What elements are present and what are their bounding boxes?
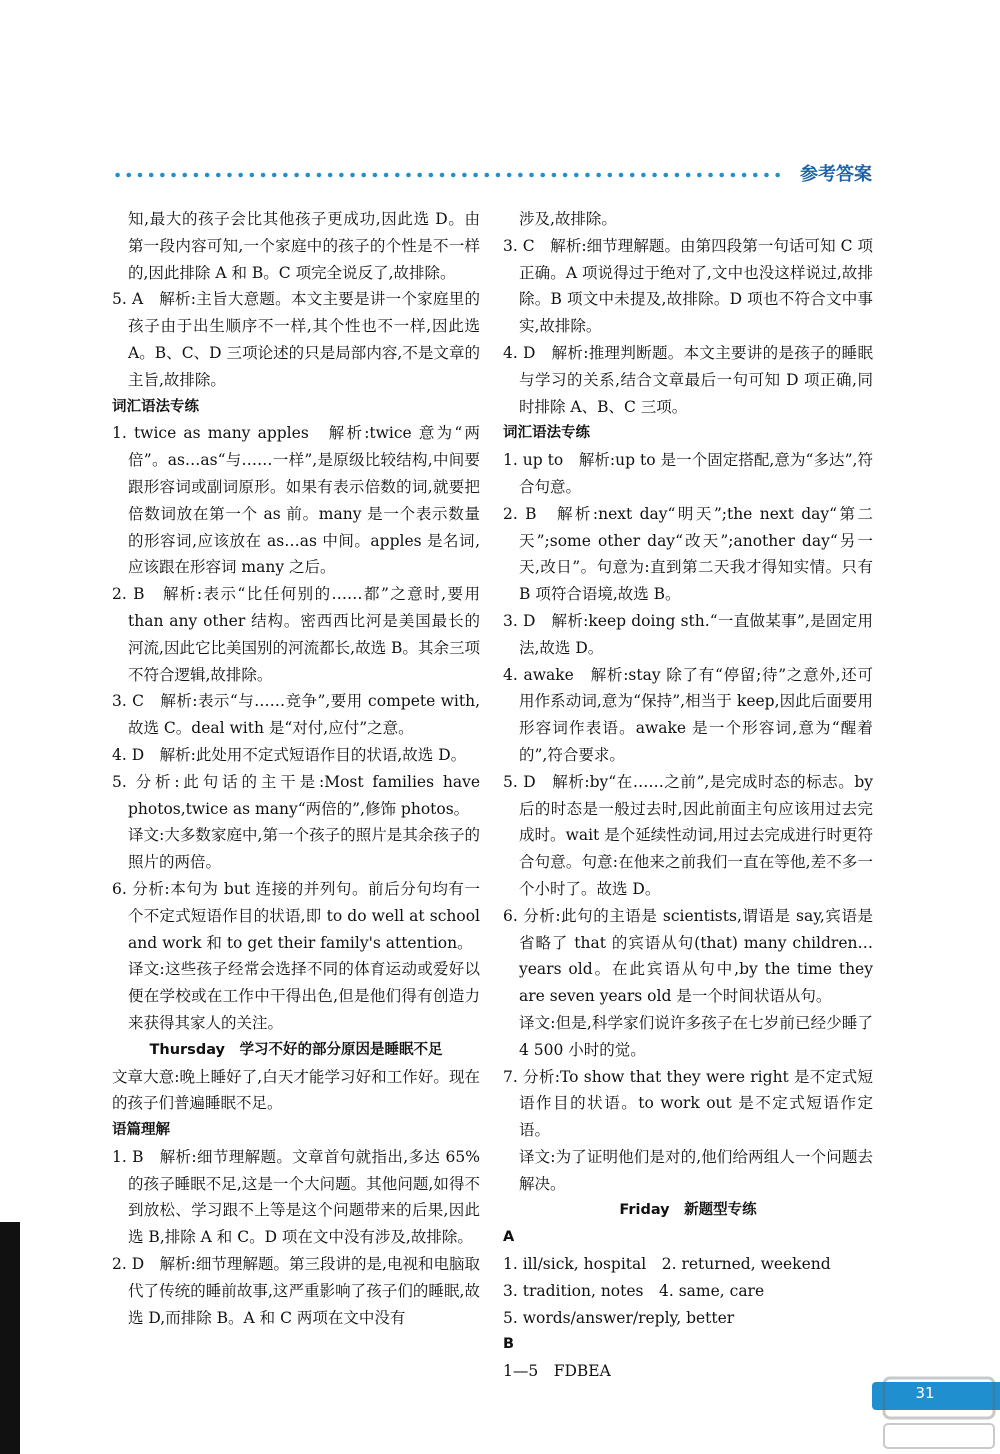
text-block: 语篇理解 — [112, 1122, 170, 1139]
text-block: Friday 新题型专练 — [619, 1202, 757, 1219]
text-block: 4. D 解析:推理判断题。本文主要讲的是孩子的睡眠与学习的关系,结合文章最后一句可知 D 项正确,同时排除 A、B、C 三项。 — [503, 343, 873, 416]
text-block: 4. D 解析:此处用不定式短语作目的状语,故选 D。 — [112, 745, 467, 764]
text-block: 5. D 解析:by“在……之前”,是完成时态的标志。by 后的时态是一般过去时,因此前面主句应该用过去完成时。wait 是个延续性动词,用过去完成进行时更符合句意。句意:在他来之前我们一直在等他,差不多一个小时了。故选 D。 — [503, 772, 873, 898]
text-block: 2. D 解析:细节理解题。第三段讲的是,电视和电脑取代了传统的睡前故事,这严重影响了孩子们的睡眠,故选 D,而排除 B。A 和 C 两项在文中没有 — [112, 1255, 480, 1327]
text-block: 3. D 解析:keep doing sth.“一直做某事”,是固定用法,故选 D。 — [503, 611, 873, 657]
text-block: 5. A 解析:主旨大意题。本文主要是讲一个家庭里的孩子由于出生顺序不一样,其个性也不一样,因此选 A。B、C、D 三项论述的只是局部内容,不是文章的主旨,故排除。 — [112, 290, 480, 389]
right-column — [503, 206, 873, 1385]
watermark-logo — [880, 1372, 998, 1452]
page-header-title: 参考答案 — [800, 164, 872, 185]
text-block: 2. B 解析:表示“比任何别的……都”之意时,要用 than any other 结构。密西西比河是美国最长的河流,因此它比美国别的河流都长,故选 B。其余三项不符合逻辑,故排除。 — [112, 585, 480, 684]
text-block: 译文:这些孩子经常会选择不同的体育运动或爱好以便在学校或在工作中干得出色,但是他们得有创造力来获得其家人的关注。 — [128, 960, 480, 1032]
text-block: 1. up to 解析:up to 是一个固定搭配,意为“多达”,符合句意。 — [503, 451, 873, 496]
text-block: 译文:但是,科学家们说许多孩子在七岁前已经少睡了 4 500 小时的觉。 — [519, 1013, 873, 1059]
text-block: 1. twice as many apples 解析:twice 意为“两倍”。as…as“与……一样”,是原级比较结构,中间要跟形容词或副词原形。如果有表示倍数的词,就要把倍数词放在第一个 as 前。many 是一个表示数量的形容词,应该放在 as…as 中间。apples 是名词,应该跟在形容词 many 之后。 — [112, 424, 480, 577]
text-block: A — [503, 1229, 515, 1246]
text-block: 6. 分析:本句为 but 连接的并列句。前后分句均有一个不定式短语作目的状语,即 to do well at school and work 和 to get their family's attention。 — [112, 879, 480, 952]
text-block: 4. awake 解析:stay 除了有“停留;待”之意外,还可用作系动词,意为“保持”,相当于 keep,因此后面要用形容词作表语。awake 是一个形容词,意为“醒着的”,符合要求。 — [503, 665, 873, 764]
left-column — [112, 206, 480, 1331]
text-block: 词汇语法专练 — [112, 398, 199, 415]
text-block: 译文:大多数家庭中,第一个孩子的照片是其余孩子的照片的两倍。 — [128, 826, 480, 872]
text-block: B — [503, 1336, 515, 1353]
text-block: 7. 分析:To show that they were right 是不定式短语作目的状语。to work out 是不定式短语作定语。 — [503, 1067, 873, 1140]
text-block: 3. C 解析:细节理解题。由第四段第一句话可知 C 项正确。A 项说得过于绝对了,文中也没这样说过,故排除。B 项文中未提及,故排除。D 项也不符合文中事实,故排除。 — [503, 236, 873, 336]
text-block: 6. 分析:此句的主语是 scientists,谓语是 say,宾语是省略了 that 的宾语从句(that) many children… years old。在此宾语从句中,by the time they are seven years old 是一个时间状语从句。 — [503, 906, 873, 1006]
text-block: 1. ill/sick, hospital 2. returned, weekend — [503, 1255, 831, 1274]
page-number: 31 — [915, 1384, 935, 1402]
text-block: 1—5 FDBEA — [503, 1362, 611, 1381]
binding-edge-mark — [0, 1222, 20, 1454]
text-block: 知,最大的孩子会比其他孩子更成功,因此选 D。由第一段内容可知,一个家庭中的孩子的个性是不一样的,因此排除 A 和 B。C 项完全说反了,故排除。 — [128, 210, 480, 282]
text-block: 涉及,故排除。 — [519, 210, 617, 228]
text-block: 1. B 解析:细节理解题。文章首句就指出,多达 65% 的孩子睡眠不足,这是一个大问题。其他问题,如得不到放松、学习跟不上等是这个问题带来的后果,因此选 B,排除 A 和 C。D 项在文中没有涉及,故排除。 — [112, 1147, 480, 1247]
text-block: Thursday 学习不好的部分原因是睡眠不足 — [149, 1041, 443, 1058]
text-block: 词汇语法专练 — [503, 425, 590, 442]
text-block: 5. words/answer/reply, better — [503, 1308, 735, 1327]
text-block: 3. C 解析:表示“与……竞争”,要用 compete with,故选 C。deal with 是“对付,应付”之意。 — [112, 692, 480, 738]
text-block: 译文:为了证明他们是对的,他们给两组人一个问题去解决。 — [519, 1147, 873, 1193]
text-block: 5. 分析:此句话的主干是:Most families have photos,twice as many“两倍的”,修饰 photos。 — [112, 772, 480, 818]
text-block: 文章大意:晚上睡好了,白天才能学习好和工作好。现在的孩子们普遍睡眠不足。 — [112, 1067, 480, 1113]
text-block: 3. tradition, notes 4. same, care — [503, 1281, 765, 1300]
text-block: 2. B 解析:next day“明天”;the next day“第二天”;some other day“改天”;another day“另一天,改日”。句意为:直到第二天我才得知实情。只有 B 项符合语境,故选 B。 — [503, 504, 873, 604]
header-dotted-rule — [112, 172, 784, 178]
